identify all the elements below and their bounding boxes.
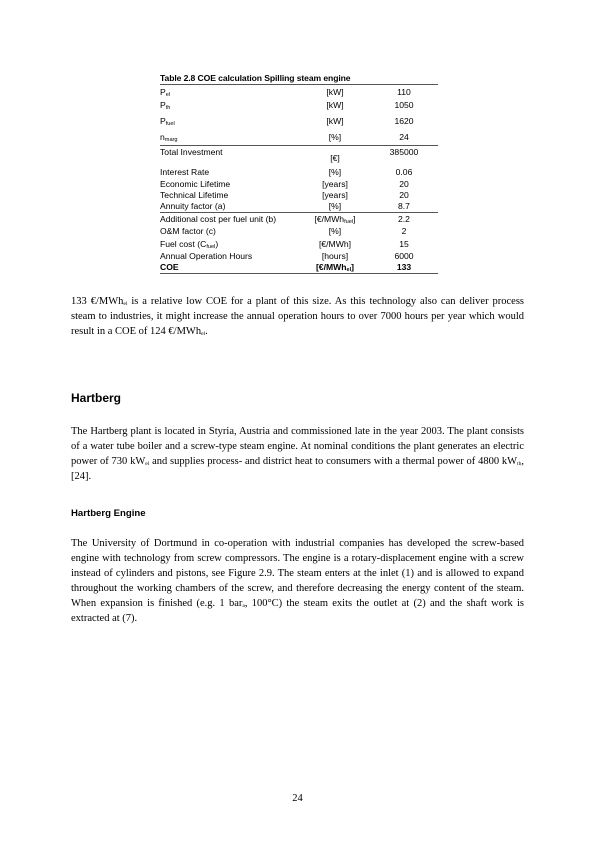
subsection-heading: Hartberg Engine — [71, 508, 146, 519]
row-label: Additional cost per fuel unit (b) — [160, 214, 277, 224]
row-unit: [kW] — [326, 115, 344, 126]
table-row — [160, 145, 438, 166]
row-unit: [kW] — [326, 86, 344, 97]
row-value: 20 — [399, 178, 409, 189]
row-label — [160, 132, 300, 142]
row-unit: [kW] — [326, 100, 344, 110]
table-row — [160, 189, 438, 200]
row-unit: [€] — [330, 153, 340, 163]
row-label: O&M factor (c) — [160, 226, 216, 236]
text-span: , 100°C) the steam exits the outlet at (2) and the shaft work is extracted at (7). — [71, 598, 524, 624]
unit-end: ] — [351, 262, 355, 272]
unit-sub: fuel — [344, 219, 354, 225]
coe-paragraph — [71, 294, 524, 339]
engine-paragraph — [71, 536, 524, 626]
label-sub: th — [165, 105, 171, 111]
text-sub: el — [145, 461, 150, 467]
row-value: 15 — [399, 238, 409, 249]
row-value: 0.06 — [395, 167, 413, 177]
row-label: Annuity factor (a) — [160, 201, 226, 211]
row-unit: [%] — [328, 167, 342, 177]
row-unit: [%] — [328, 132, 342, 142]
page-number: 24 — [292, 793, 303, 804]
table-row — [160, 129, 438, 145]
text-span: is a relative low COE for a plant of this size. As this technology also can deliver process steam to industries, it might increase the annual operation hours to over 7000 hours per year which would result in a COE of 124 €/MWh — [71, 296, 524, 337]
label-text: P — [160, 100, 166, 110]
row-value: 133 — [396, 262, 412, 272]
row-label: COE — [160, 262, 179, 272]
table-row — [160, 212, 438, 225]
unit-end: ] — [353, 214, 356, 224]
table-row-coe — [160, 261, 438, 274]
unit-text: [€/MWh — [314, 214, 345, 224]
row-value: 110 — [397, 86, 411, 97]
section-heading: Hartberg — [71, 391, 122, 405]
label-text: P — [160, 115, 166, 126]
row-value: 2 — [401, 226, 407, 236]
table-caption: Table 2.8 COE calculation Spilling steam engine — [160, 73, 438, 85]
row-label — [160, 116, 300, 126]
label-sub: fuel — [206, 243, 216, 250]
table-row — [160, 85, 438, 98]
text-span: The Hartberg plant is located in Styria, Austria and commissioned late in the year 2003. The plant consists of a water tube boiler and a screw-type steam engine. At nominal conditions the plant generates an electric power of 730 kW — [71, 426, 524, 467]
text-sub: th — [517, 461, 522, 467]
text-span: The University of Dortmund in co-operation with industrial companies has developed the screw-based engine with technology from screw compressors. The engine is a rotary-displacement engine with a screw instead of cylinders and pistons, see Figure 2.9. The steam enters at the inlet (1) and is allowed to expand throughout the working chambers of the screw, and therefore decreasing the energy content of the steam. When expansion is finished (e.g. 1 bar — [71, 538, 524, 609]
label-text: P — [160, 86, 166, 97]
row-value: 2.2 — [398, 214, 410, 224]
row-unit — [300, 262, 370, 272]
label-sub: marg — [164, 137, 178, 143]
row-value: 1620 — [394, 115, 414, 126]
unit-text: [€/MWh — [315, 262, 347, 272]
row-value: 24 — [399, 132, 409, 142]
label-text: n — [160, 132, 165, 142]
text-sub: el — [201, 331, 206, 337]
row-unit: [€/MWh] — [319, 238, 351, 249]
coe-table — [160, 73, 438, 274]
row-label: Interest Rate — [160, 167, 210, 177]
table-row — [160, 98, 438, 112]
text-span: , [24]. — [71, 456, 524, 482]
table-row — [160, 166, 438, 178]
text-span: . — [205, 326, 208, 337]
table-row — [160, 237, 438, 250]
table-row — [160, 200, 438, 212]
row-label — [160, 87, 300, 97]
table-row — [160, 178, 438, 189]
table-row — [160, 225, 438, 237]
row-unit: [years] — [322, 189, 348, 200]
row-label: Technical Lifetime — [160, 189, 229, 200]
label-end: ) — [215, 238, 219, 249]
row-label: Total Investment — [160, 147, 223, 157]
row-label: Annual Operation Hours — [160, 250, 253, 261]
row-unit: [years] — [322, 178, 348, 189]
table-row — [160, 112, 438, 129]
row-label — [160, 100, 300, 110]
row-unit: [%] — [328, 201, 342, 211]
label-sub: fuel — [165, 120, 175, 127]
text-sub: el — [123, 301, 128, 307]
row-label — [160, 239, 300, 249]
text-span: and supplies process- and district heat to consumers with a thermal power of 4800 kW — [149, 456, 518, 467]
text-span: 133 €/MWh — [71, 296, 124, 307]
unit-sub: el — [346, 267, 352, 273]
row-unit: [%] — [328, 226, 342, 236]
text-sub: a — [242, 603, 245, 609]
row-value: 8.7 — [398, 201, 410, 211]
row-value: 385000 — [389, 147, 419, 157]
label-text: Fuel cost (C — [160, 238, 207, 249]
row-value: 20 — [399, 189, 409, 200]
row-label: Economic Lifetime — [160, 178, 231, 189]
row-unit — [300, 214, 370, 224]
label-sub: el — [165, 91, 171, 98]
row-value: 6000 — [394, 250, 414, 261]
hartberg-paragraph — [71, 424, 524, 484]
row-unit: [hours] — [321, 250, 349, 261]
table-row — [160, 250, 438, 261]
row-value: 1050 — [394, 100, 414, 110]
